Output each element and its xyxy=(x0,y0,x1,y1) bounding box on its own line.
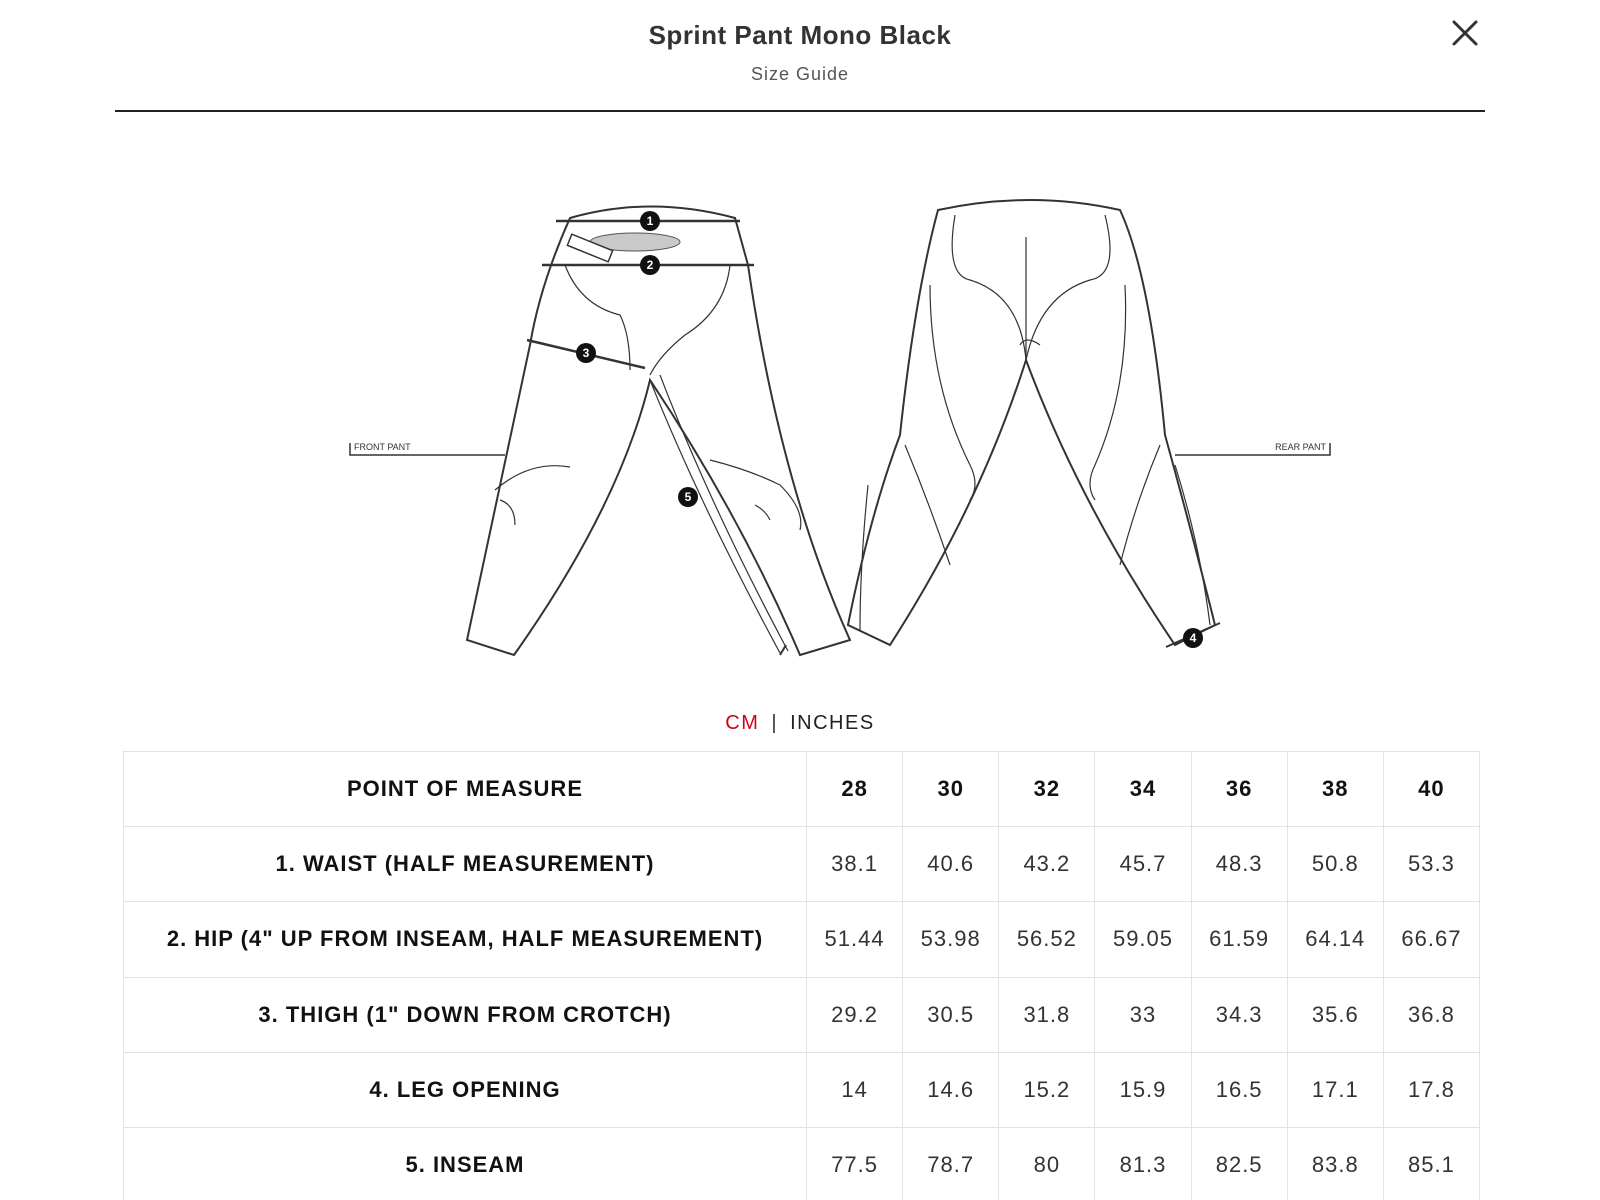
table-cell: 66.67 xyxy=(1383,902,1479,977)
table-cell: 36.8 xyxy=(1383,977,1479,1052)
table-cell: 43.2 xyxy=(999,827,1095,902)
svg-text:3: 3 xyxy=(582,346,590,360)
svg-text:4: 4 xyxy=(1189,631,1197,645)
table-cell: 38.1 xyxy=(807,827,903,902)
table-cell: 33 xyxy=(1095,977,1191,1052)
table-cell: 29.2 xyxy=(807,977,903,1052)
table-cell: 77.5 xyxy=(807,1127,903,1200)
table-cell: 15.2 xyxy=(999,1052,1095,1127)
table-cell: 53.3 xyxy=(1383,827,1479,902)
table-cell: 48.3 xyxy=(1191,827,1287,902)
table-row xyxy=(124,1127,1480,1200)
close-button[interactable] xyxy=(1448,16,1482,50)
row-label: 4. LEG OPENING xyxy=(124,1052,807,1127)
product-title: Sprint Pant Mono Black xyxy=(648,20,952,50)
marker-1 xyxy=(640,211,660,231)
table-header-row xyxy=(124,752,1480,827)
table-cell: 59.05 xyxy=(1095,902,1191,977)
table-cell: 85.1 xyxy=(1383,1127,1479,1200)
pant-diagram xyxy=(330,185,1370,680)
table-cell: 34.3 xyxy=(1191,977,1287,1052)
table-cell: 17.8 xyxy=(1383,1052,1479,1127)
column-header-size: 36 xyxy=(1191,752,1287,827)
unit-inches-button[interactable]: INCHES xyxy=(790,712,875,734)
table-cell: 82.5 xyxy=(1191,1127,1287,1200)
marker-2 xyxy=(640,255,660,275)
column-header-size: 32 xyxy=(999,752,1095,827)
table-cell: 50.8 xyxy=(1287,827,1383,902)
rear-pant-label: REAR PANT xyxy=(1275,442,1326,452)
unit-cm-button[interactable]: CM xyxy=(725,712,760,734)
table-cell: 81.3 xyxy=(1095,1127,1191,1200)
table-row xyxy=(124,827,1480,902)
row-label: 5. INSEAM xyxy=(124,1127,807,1200)
table-row xyxy=(124,902,1480,977)
column-header-point-of-measure: POINT OF MEASURE xyxy=(124,752,807,827)
marker-5 xyxy=(678,487,698,507)
svg-text:1: 1 xyxy=(646,214,654,228)
front-pant-outline xyxy=(467,207,850,656)
table-cell: 31.8 xyxy=(999,977,1095,1052)
marker-4 xyxy=(1183,628,1203,648)
column-header-size: 38 xyxy=(1287,752,1383,827)
table-cell: 53.98 xyxy=(903,902,999,977)
row-label: 3. THIGH (1" DOWN FROM CROTCH) xyxy=(124,977,807,1052)
marker-3 xyxy=(576,343,596,363)
front-pant-label: FRONT PANT xyxy=(354,442,411,452)
unit-toggle xyxy=(0,712,1600,735)
row-label: 1. WAIST (HALF MEASUREMENT) xyxy=(124,827,807,902)
table-cell: 17.1 xyxy=(1287,1052,1383,1127)
header-divider xyxy=(115,110,1485,112)
table-cell: 78.7 xyxy=(903,1127,999,1200)
table-cell: 83.8 xyxy=(1287,1127,1383,1200)
modal-header xyxy=(0,0,1600,112)
table-cell: 15.9 xyxy=(1095,1052,1191,1127)
table-cell: 30.5 xyxy=(903,977,999,1052)
table-cell: 51.44 xyxy=(807,902,903,977)
size-table xyxy=(123,751,1480,1200)
column-header-size: 40 xyxy=(1383,752,1479,827)
rear-pant-outline xyxy=(848,200,1215,645)
size-guide-subtitle: Size Guide xyxy=(750,64,850,84)
table-cell: 64.14 xyxy=(1287,902,1383,977)
table-cell: 80 xyxy=(999,1127,1095,1200)
column-header-size: 30 xyxy=(903,752,999,827)
table-cell: 16.5 xyxy=(1191,1052,1287,1127)
svg-text:5: 5 xyxy=(684,490,692,504)
close-icon xyxy=(1448,16,1482,50)
table-cell: 40.6 xyxy=(903,827,999,902)
table-cell: 56.52 xyxy=(999,902,1095,977)
table-row xyxy=(124,1052,1480,1127)
column-header-size: 34 xyxy=(1095,752,1191,827)
row-label: 2. HIP (4" UP FROM INSEAM, HALF MEASUREMENT) xyxy=(124,902,807,977)
table-row xyxy=(124,977,1480,1052)
table-cell: 35.6 xyxy=(1287,977,1383,1052)
svg-text:2: 2 xyxy=(646,258,654,272)
table-cell: 14.6 xyxy=(903,1052,999,1127)
unit-separator: | xyxy=(771,712,779,734)
table-cell: 45.7 xyxy=(1095,827,1191,902)
table-cell: 14 xyxy=(807,1052,903,1127)
table-cell: 61.59 xyxy=(1191,902,1287,977)
column-header-size: 28 xyxy=(807,752,903,827)
